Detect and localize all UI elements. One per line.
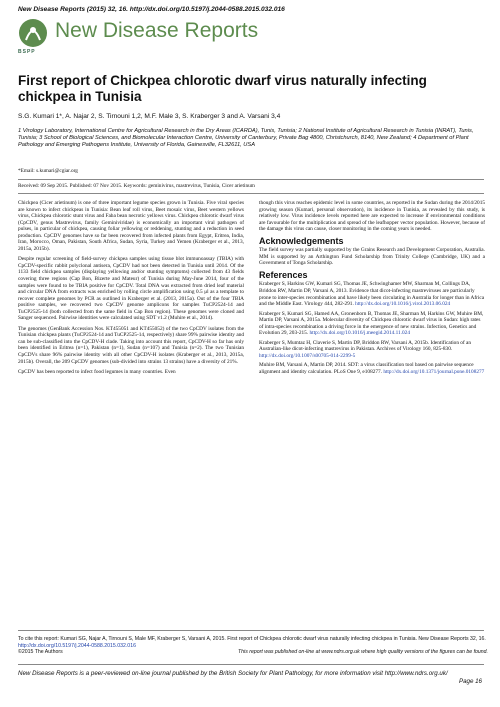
divider — [18, 630, 484, 631]
reference-item: Muhire BM, Varsani A, Martin DP, 2014. SDT: a virus classification tool based on pairwise sequence alignment and identity calculation. PLoS One 9, e108277. http://dx.doi.org/10.1371/journal.pone.0108277 — [259, 362, 485, 376]
doi-link[interactable]: http://dx.doi.org/10.5197/j.2044-0588.2015.032.016 — [18, 642, 136, 649]
divider — [18, 193, 484, 194]
reference-link[interactable]: http://dx.doi.org/10.1007/s00705-014-2299-5 — [259, 352, 356, 359]
to-cite-text: To cite this report: Kumari SG, Najar A, Tirnouni S, Male MF, Kraberger S, Varsani A, 2015. First report of Chickpea chlorotic dwarf virus naturally infecting chickpea in Tunisia. New Disease Reports 32, 16. — [18, 636, 486, 642]
copyright: ©2015 The Authors — [18, 649, 63, 656]
reference-link[interactable]: http://dx.doi.org/10.1371/journal.pone.0108277 — [383, 369, 485, 376]
journal-name: New Disease Reports — [55, 19, 259, 42]
page-number: Page 16 — [458, 678, 482, 685]
paragraph: The genomes (GenBank Accession Nos. KT455051 and KT455052) of the two CpCDV isolates from the Tunisian chickpea plants (TuCP2524-14 and TuCP2525-14, respectively) share 99% pairwise identity and can be sub-classified into the CpCDV-H clade. Taking into account this report, CpCDV-H so far has only been identified in Eritrea (n=1), Pakistan (n=1), Sudan (n=107) and Tunisia (n=2). The two Tunisian CpCDVs share 96% pairwise identity with all other CpCDV-H isolates (Kraberger et al., 2013, 2015a, 2015b). Overall, the 209 CpCDV genomes (sub-divided into strains 13 strains) have a diversity of 21%. — [18, 325, 244, 365]
divider — [18, 664, 484, 665]
paragraph: Despite regular screening of field-survey chickpea samples using tissue blot immunoassay (TBIA) with CpCDV-specific rabbit polyclonal antisera, CpCDV had not been detected in Tunisia until 2014. Of the 1133 field chickpea samples (displaying yellowing and/or stunting symptoms) collected from 43 fields covering three regions (Cap Bon, Bizerte and Mateur) of Tunisia during May-June 2014, four of the samples were found to be TBIA positive for CpCDV. Total DNA was extracted from dried leaf material and circular DNA from extracts was enriched by rolling circle amplification using 0.5 μl as a template to recover complete genomes by PCR as outlined in Kraberger et al. (2013, 2015a). Out of the four TBIA positive samples, we recovered two CpCDV genome amplicons for samples TuCP2524-14 and TuCP2525-14 (both collected from the same field in Cap Bon region). These genomes were cloned and Sanger sequenced. Pairwise identities were calculated using SDT v1.2 (Muhire et al., 2014). — [18, 256, 244, 322]
acknowledgements-heading: Acknowledgements — [259, 235, 344, 246]
online-notice: This report was published on-line at www.ndrs.org.uk where high quality versions of the figures can be found. — [238, 649, 488, 656]
received-keywords: Received: 09 Sep 2015. Published: 07 Nov 2015. Keywords: geminivirus, mastrevirus, Tunisia, Cicer arietinum — [18, 183, 255, 189]
right-column — [259, 200, 485, 379]
left-column — [18, 200, 244, 380]
reference-link[interactable]: http://dx.doi.org/10.1016/j.meegid.2014.11.024 — [309, 330, 410, 337]
paragraph: though this virus reaches epidemic level in some countries, as reported in the Sudan during the 2014/2015 growing season (Kumari, personal observation), its incidence in Tunisia, as revealed by this study, is relatively low. Virus incidence levels reported here are expected to increase if environmental conditions are favourable for the multiplication and spread of the leafhopper vector population. However, because of the damage this virus can cause, closer monitoring in the coming years is needed. — [259, 200, 485, 233]
header-citation: New Disease Reports (2015) 32, 16. http://dx.doi.org/10.5197/j.2044-0588.2015.032.016 — [18, 6, 285, 13]
footer-text: New Disease Reports is a peer-reviewed on-line journal published by the British Society for Plant Pathology, for more information visit http://www.ndrs.org.uk/ — [18, 670, 448, 677]
authors: S.G. Kumari 1*, A. Najar 2, S. Tirnouni 1,2, M.F. Male 3, S. Kraberger 3 and A. Varsani 3,4 — [18, 113, 281, 120]
to-cite-block — [18, 636, 488, 656]
paragraph: CpCDV has been reported to infect food legumes in many countries. Even — [18, 369, 176, 376]
paragraph: Chickpea (Cicer arietinum) is one of three important legume species grown in Tunisia. Five viral species are known to infect chickpeas in Tunisia: Bean leaf roll virus, Beet mosaic virus, Beet western yellows virus, Chickpea chlorotic stunt virus and Faba bean necrotic yellows virus. Chickpea chlorotic dwarf virus (CpCDV, genus Mastrevirus, family Geminiviridae) is economically an important viral pathogen of pulses, in particular of chickpea, causing foliar yellowing or reddening, stunting and a reduction in seed production. CpCDV genomes have so far been recovered from infected plants from Egypt, Eritrea, India, Iran, Morocco, Oman, Pakistan, South Africa, Sudan, Syria, Turkey and Yemen (Kraberger et al., 2013, 2015a, 2015b). — [18, 200, 244, 252]
reference-link[interactable]: http://dx.doi.org/10.1016/j.virol.2013.06.024 — [355, 301, 451, 308]
reference-item: Kraberger S, Mumtaz H, Claverie S, Martin DP, Briddon RW, Varsani A, 2015b. Identification of an Australian-like dicot-infecting mastrevirus in Pakistan. Archives of Virology 160, 825-830. http://dx.doi.org/10.1007/s00705-014-2299-5 — [259, 339, 472, 359]
email[interactable]: *Email: s.kumari@cgiar.org — [18, 168, 78, 174]
reference-item: Kraberger S, Kumari SG, Hamed AA, Gronenborn B, Thomas JE, Sharman M, Harkins GW, Muhire BM, Martin DP, Varsani A, 2015a. Molecular diversity of Chickpea chlorotic dwarf virus in Sudan: high rates of intra-species recombination a driving force in the emergence of new strains. Infection, Genetics and Evolution 29, 203-215. http://dx.doi.org/10.1016/j.meegid.2014.11.024 — [259, 310, 484, 337]
bspp-logo-label: BSPP — [18, 49, 36, 55]
bspp-logo-icon — [18, 18, 48, 48]
references-heading: References — [259, 269, 308, 280]
divider — [18, 179, 484, 180]
acknowledgements-text: The field survey was partially supported by the Grains Research and Development Corporation, Australia. MM is supported by an Arthington Fund Scholarship from Trinity College (Cambridge, UK) and a Government of Tonga Scholarship. — [259, 247, 485, 267]
reference-item: Kraberger S, Harkins GW, Kumari SG, Thomas JE, Schwinghamer MW, Sharman M, Collings DA, Briddon RW, Martin DP, Varsani A, 2013. Evidence that dicot-infecting mastreviruses are particularly prone to inter-species recombination and have likely been circulating in Australia for longer than in Africa and the Middle East. Virology 444, 282-291. http://dx.doi.org/10.1016/j.virol.2013.06.024 — [259, 281, 485, 308]
affiliations: 1 Virology Laboratory, International Centre for Agricultural Research in the Dry Areas (ICARDA), Tunis, Tunisia; 2 National Institute of Agricultural Research in Tunisia (INRAT), Tunis, Tunisia; 3 School of Biological Sciences, and Biomolecular Interaction Centre, University of Canterbury, Private Bag 4800, Christchurch, 8140, New Zealand; 4 Department of Plant Pathology and Emerging Pathogens Institute, University of Florida, Gainesville, FL32611, USA — [18, 128, 474, 149]
article-title: First report of Chickpea chlorotic dwarf virus naturally infecting chickpea in Tunisia — [18, 73, 427, 104]
